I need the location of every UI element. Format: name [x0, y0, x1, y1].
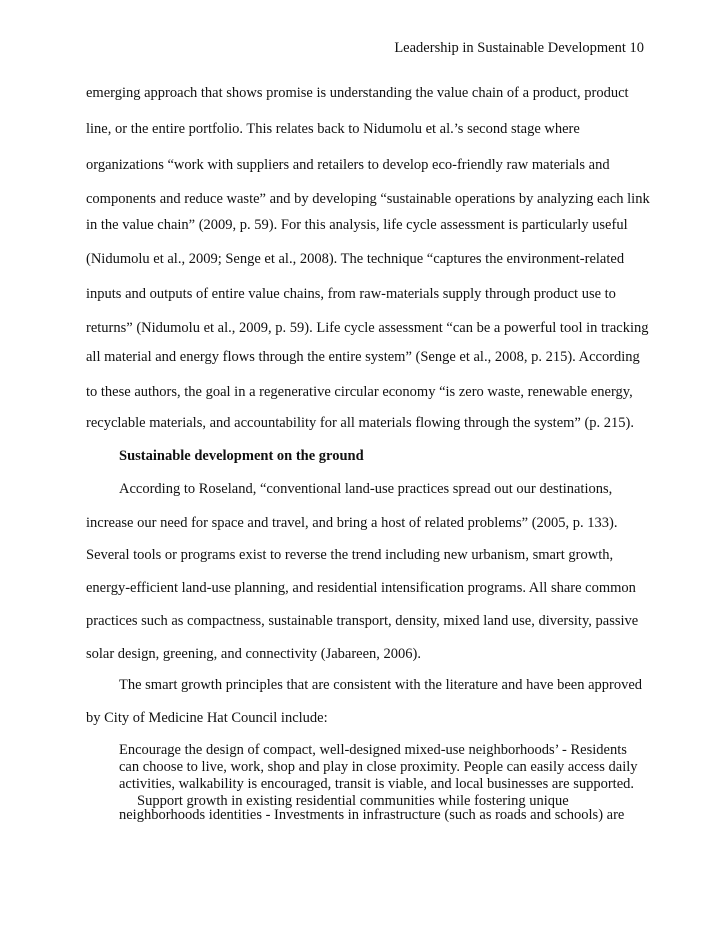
section-heading: Sustainable development on the ground: [119, 448, 364, 464]
body-line: all material and energy flows through the entire system” (Senge et al., 2008, p. 215). According: [86, 349, 640, 365]
body-line: (Nidumolu et al., 2009; Senge et al., 2008). The technique “captures the environment-related: [86, 251, 625, 267]
body-line: by City of Medicine Hat Council include:: [86, 710, 328, 726]
body-line: recyclable materials, and accountability for all materials flowing through the system” (p. 215).: [86, 415, 634, 431]
body-line: emerging approach that shows promise is understanding the value chain of a product, product: [86, 85, 629, 101]
body-line: to these authors, the goal in a regenerative circular economy “is zero waste, renewable energy,: [86, 384, 633, 400]
body-line: organizations “work with suppliers and retailers to develop eco-friendly raw materials and: [86, 157, 610, 173]
body-line: in the value chain” (2009, p. 59). For this analysis, life cycle assessment is particularly useful: [86, 217, 628, 233]
block-quote-line: Support growth in existing residential communities while fostering unique: [137, 793, 569, 809]
body-line: practices such as compactness, sustainable transport, density, mixed land use, diversity, passive: [86, 613, 639, 629]
body-line: The smart growth principles that are consistent with the literature and have been approved: [119, 677, 643, 693]
body-line: energy-efficient land-use planning, and residential intensification programs. All share common: [86, 580, 636, 596]
body-line: returns” (Nidumolu et al., 2009, p. 59). Life cycle assessment “can be a powerful tool in tracking: [86, 320, 649, 336]
block-quote-line: activities, walkability is encouraged, transit is viable, and local businesses are supported.: [119, 776, 635, 792]
body-line: According to Roseland, “conventional land-use practices spread out our destinations,: [119, 481, 613, 497]
body-line: line, or the entire portfolio. This relates back to Nidumolu et al.’s second stage where: [86, 121, 580, 137]
block-quote-line: neighborhoods identities - Investments in infrastructure (such as roads and schools) are: [119, 807, 625, 823]
body-line: increase our need for space and travel, and bring a host of related problems” (2005, p. 133).: [86, 515, 618, 531]
body-line: solar design, greening, and connectivity (Jabareen, 2006).: [86, 646, 422, 662]
body-line: Several tools or programs exist to reverse the trend including new urbanism, smart growth,: [86, 547, 614, 563]
running-head: Leadership in Sustainable Development 10: [394, 40, 644, 56]
body-line: components and reduce waste” and by developing “sustainable operations by analyzing each link: [86, 191, 650, 207]
block-quote-line: can choose to live, work, shop and play in close proximity. People can easily access daily: [119, 759, 638, 775]
block-quote-line: Encourage the design of compact, well-designed mixed-use neighborhoods’ - Residents: [119, 742, 627, 758]
body-line: inputs and outputs of entire value chains, from raw-materials supply through product use to: [86, 286, 616, 302]
